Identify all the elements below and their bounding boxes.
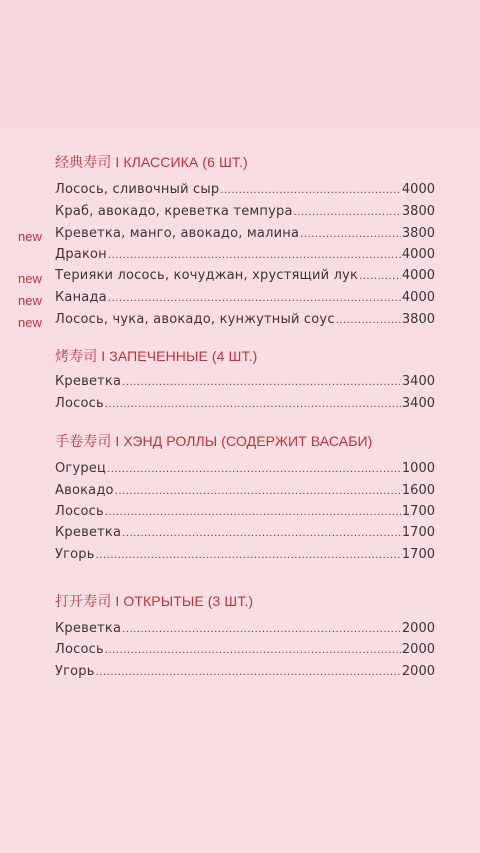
dot-leader: [359, 271, 401, 282]
item-price: 4000: [401, 182, 435, 197]
new-badge: new: [18, 271, 42, 286]
menu-item: [0, 547, 480, 569]
item-name: Авокадо: [55, 483, 114, 498]
item-name: Креветка: [55, 621, 122, 636]
item-price: 4000: [401, 290, 435, 305]
item-price: 4000: [401, 247, 435, 262]
item-name: Лосось: [55, 504, 104, 519]
item-price: 2000: [401, 642, 435, 657]
item-name: Лосось: [55, 642, 104, 657]
menu-item: [0, 642, 480, 664]
item-name: Канада: [55, 290, 107, 305]
menu-item: [0, 374, 480, 396]
dot-leader: [108, 293, 401, 304]
menu-item: [0, 182, 480, 204]
dot-leader: [115, 486, 401, 497]
new-badge: new: [18, 229, 42, 244]
item-price: 3800: [401, 226, 435, 241]
dot-leader: [122, 377, 401, 388]
item-name: Краб, авокадо, креветка темпура: [55, 204, 293, 219]
item-name: Креветка: [55, 374, 122, 389]
menu-item: [0, 504, 480, 526]
menu-item: [0, 268, 480, 290]
item-name: Лосось, чука, авокадо, кунжутный соус: [55, 312, 335, 327]
dot-leader: [108, 250, 401, 261]
section-title-classic: 经典寿司 I КЛАССИКА (6 ШТ.): [55, 154, 248, 170]
menu-item: [0, 461, 480, 483]
section-title-hand-rolls: 手卷寿司 I ХЭНД РОЛЛЫ (СОДЕРЖИТ ВАСАБИ): [55, 433, 373, 449]
section-title-open: 打开寿司 I ОТКРЫТЫЕ (3 ШТ.): [55, 593, 254, 609]
item-name: Угорь: [55, 547, 95, 562]
menu-item: [0, 396, 480, 418]
menu-item: [0, 290, 480, 312]
dot-leader: [96, 667, 401, 678]
item-price: 1700: [401, 547, 435, 562]
item-price: 1000: [401, 461, 435, 476]
item-price: 4000: [401, 268, 435, 283]
menu-item: [0, 204, 480, 226]
dot-leader: [300, 229, 401, 240]
item-price: 1700: [401, 504, 435, 519]
dot-leader: [220, 185, 401, 196]
item-name: Лосось, сливочный сыр: [55, 182, 220, 197]
dot-leader: [122, 624, 401, 635]
item-name: Креветка, манго, авокадо, малина: [55, 226, 300, 241]
menu-item: [0, 247, 480, 269]
item-price: 3800: [401, 312, 435, 327]
item-name: Огурец: [55, 461, 107, 476]
new-badge: new: [18, 293, 42, 308]
dot-leader: [294, 207, 401, 218]
item-name: Дракон: [55, 247, 107, 262]
menu-item: [0, 621, 480, 643]
dot-leader: [105, 507, 401, 518]
item-price: 2000: [401, 621, 435, 636]
item-name: Угорь: [55, 664, 95, 679]
dot-leader: [105, 645, 401, 656]
dot-leader: [336, 315, 401, 326]
item-price: 3800: [401, 204, 435, 219]
menu-item: [0, 483, 480, 505]
menu-item: [0, 312, 480, 334]
dot-leader: [107, 464, 401, 475]
item-name: Лосось: [55, 396, 104, 411]
header-band: [0, 0, 480, 128]
menu-item: [0, 226, 480, 248]
item-name: Креветка: [55, 525, 122, 540]
menu-item: [0, 525, 480, 547]
item-name: Терияки лосось, кочуджан, хрустящий лук: [55, 268, 359, 283]
dot-leader: [122, 528, 401, 539]
new-badge: new: [18, 315, 42, 330]
item-price: 1700: [401, 525, 435, 540]
item-price: 2000: [401, 664, 435, 679]
item-price: 3400: [401, 374, 435, 389]
item-price: 1600: [401, 483, 435, 498]
dot-leader: [105, 399, 401, 410]
menu-item: [0, 664, 480, 686]
item-price: 3400: [401, 396, 435, 411]
section-title-baked: 烤寿司 I ЗАПЕЧЕННЫЕ (4 ШТ.): [55, 348, 258, 364]
dot-leader: [96, 550, 401, 561]
